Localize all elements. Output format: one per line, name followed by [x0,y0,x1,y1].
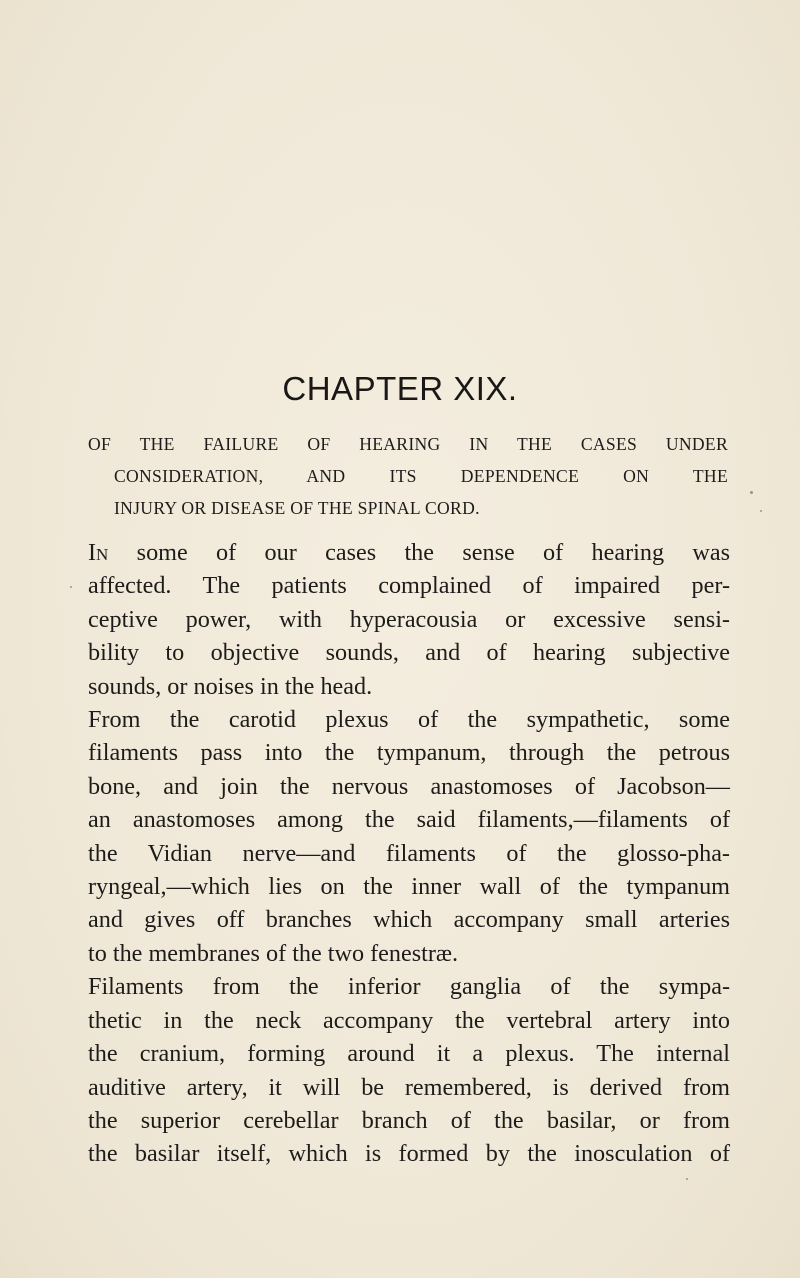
paper-speck [70,586,72,588]
text-line: Filaments from the inferior ganglia of the sympa- [88,973,730,1001]
text-line: ceptive power, with hyperacousia or excessive sensi- [88,605,730,633]
text-line: the basilar itself, which is formed by the inosculation of [88,1140,730,1168]
text-line: to the membranes of the two fenestræ. [88,939,459,967]
text-line-rest: some of our cases the sense of hearing was [108,539,730,566]
text-line: filaments pass into the tympanum, through the petrous [88,739,730,767]
text-line: affected. The patients complained of impaired per- [88,572,730,600]
text-line: bone, and join the nervous anastomoses of Jacobson— [88,772,730,800]
text-line: sounds, or noises in the head. [88,672,373,700]
subtitle-line: OF THE FAILURE OF HEARING IN THE CASES UNDER [88,434,728,454]
text-line: From the carotid plexus of the sympathetic, some [88,706,730,734]
drop-word: In [88,539,109,566]
text-line: ryngeal,—which lies on the inner wall of the tympanum [88,873,730,901]
subtitle-line: CONSIDERATION, AND ITS DEPENDENCE ON THE [114,466,728,486]
body-text [88,536,730,1171]
chapter-subtitle [88,428,728,524]
paper-speck [686,1178,688,1180]
text-line: an anastomoses among the said filaments,—filaments of [88,806,730,834]
text-line: bility to objective sounds, and of hearing subjective [88,639,730,667]
text-line: the superior cerebellar branch of the basilar, or from [88,1106,730,1134]
text-line: the cranium, forming around it a plexus. The internal [88,1040,730,1068]
text-line: and gives off branches which accompany small arteries [88,906,730,934]
subtitle-line: INJURY OR DISEASE OF THE SPINAL CORD. [114,498,480,518]
text-line [88,536,730,569]
chapter-title: CHAPTER XIX. [282,370,518,407]
text-line: the Vidian nerve—and filaments of the glosso-pha- [88,839,730,867]
paper-speck [750,491,753,494]
text-line: auditive artery, it will be remembered, is derived from [88,1073,730,1101]
paper-speck [760,510,762,512]
text-line: thetic in the neck accompany the vertebral artery into [88,1006,730,1034]
